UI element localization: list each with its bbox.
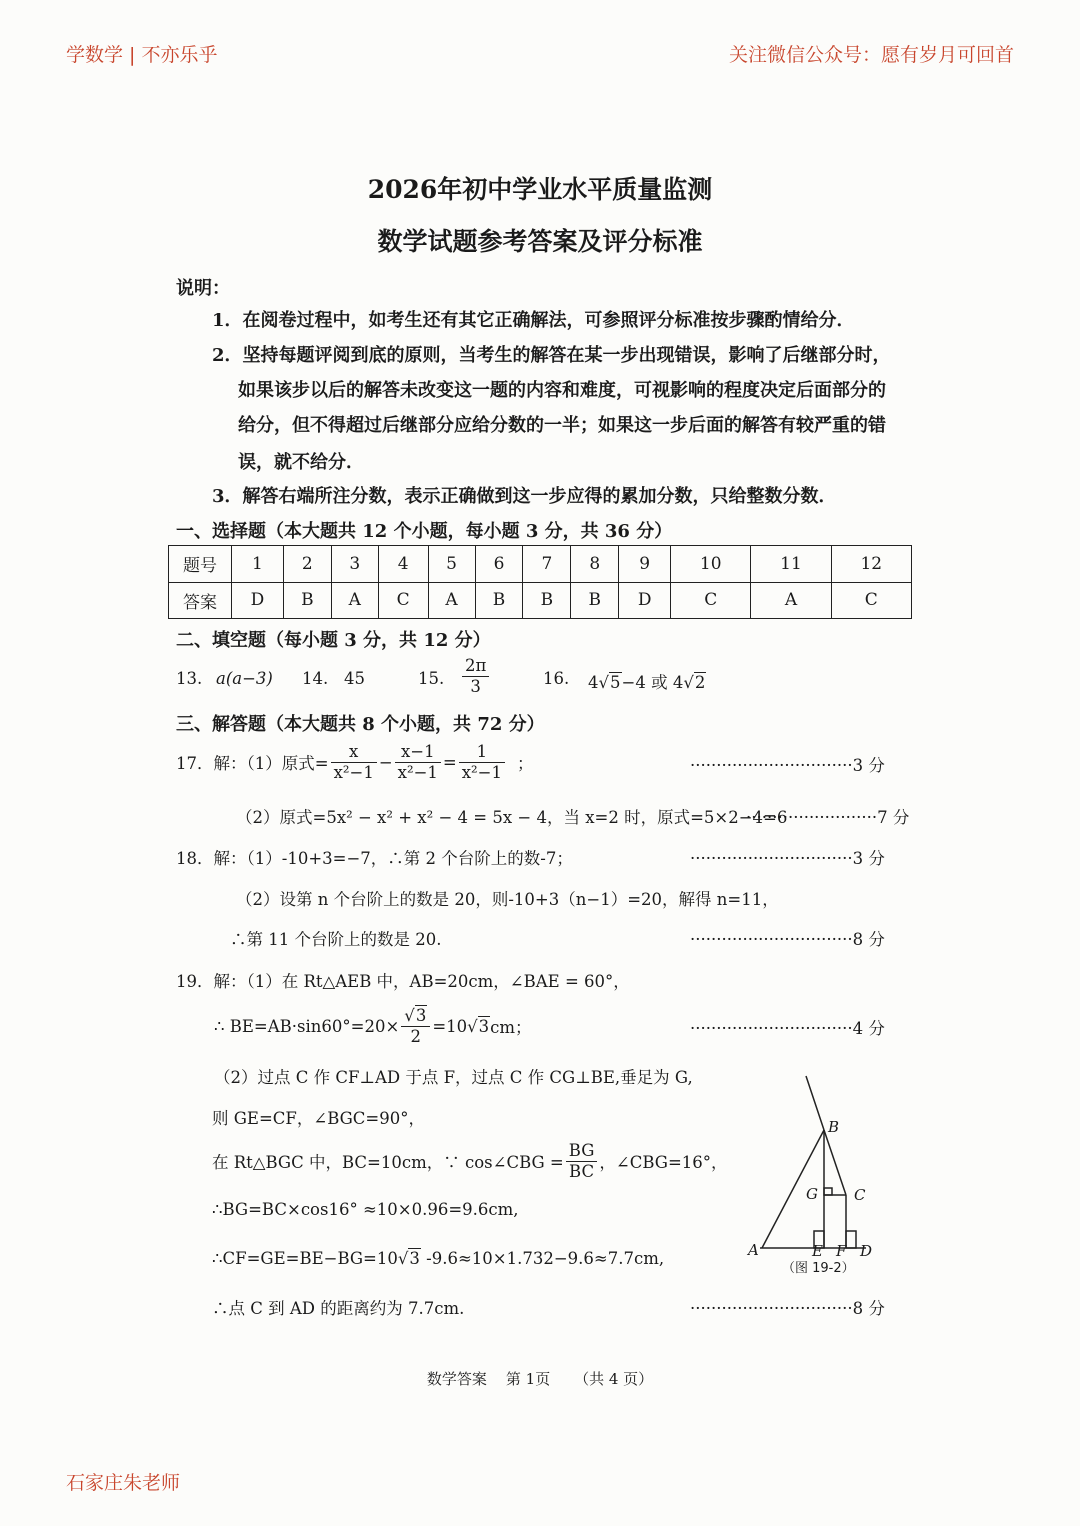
q19-line3: （2）过点 C 作 CF⊥AD 于点 F，过点 C 作 CG⊥BE,垂足为 G, [214, 1068, 693, 1087]
footer-author: 石家庄朱老师 [66, 1472, 181, 1494]
notes-heading: 说明： [176, 278, 230, 299]
q19-line2: ∴ BE=AB·sin60°=20× $\frac{√3}{2}$ =10 √ 3 cm； [214, 1005, 532, 1046]
table-cell: A [751, 582, 831, 619]
table-cell: C [671, 582, 751, 619]
note-3: 3．解答右端所注分数，表示正确做到这一步应得的累加分数，只给整数分数． [212, 486, 837, 507]
table-row-answers [169, 582, 912, 619]
section3-heading: 三、解答题（本大题共 8 个小题，共 72 分） [176, 714, 545, 735]
table-cell: 2 [283, 546, 331, 583]
figure-line-bc [824, 1130, 846, 1195]
right-angle-f [846, 1231, 856, 1248]
table-cell: 7 [523, 546, 571, 583]
table-row-label: 答案 [169, 582, 232, 619]
q17-part1: 17．解：（1）原式= $\frac{x}{\text{x²−1}}$ − $\frac{x-1}{\text{x²−1}}$ = $\frac{1}{\text{x²−1}}$ ； [176, 741, 534, 782]
table-cell: A [428, 582, 475, 619]
table-row-numbers [169, 546, 912, 583]
q17-part2: （2）原式=5x² − x² + x² − 4 = 5x − 4，当 x=2 时，原式=5×2−4=6 [236, 808, 788, 827]
score-q18-2: ·······························8 分 [690, 930, 885, 949]
q19-line7: ∴CF=GE=BE−BG=10√3 -9.6≈10×1.732−9.6≈7.7cm, [212, 1249, 665, 1268]
figure-caption: （图 19-2） [782, 1261, 855, 1276]
note-2a: 2．坚持每题评阅到底的原则，当考生的解答在某一步出现错误，影响了后继部分时， [212, 345, 891, 366]
label-b: B [828, 1118, 840, 1136]
score-q18-1: ·······························3 分 [690, 849, 885, 868]
q19-line6: ∴BG=BC×cos16° ≈10×0.96=9.6cm, [212, 1200, 519, 1219]
page-title: 2026年初中学业水平质量监测 [367, 175, 713, 204]
table-cell: B [571, 582, 619, 619]
table-cell: C [831, 582, 911, 619]
table-cell: 12 [831, 546, 911, 583]
page-footer: 数学答案 第 1页 （共 4 页） [426, 1370, 654, 1388]
header-right-text: 关注微信公众号：愿有岁月可回首 [728, 44, 1014, 66]
section2-heading: 二、填空题（每小题 3 分，共 12 分） [176, 630, 491, 651]
label-c: C [854, 1186, 866, 1204]
note-1: 1．在阅卷过程中，如考生还有其它正确解法，可参照评分标准按步骤酌情给分． [212, 310, 855, 331]
label-f: F [836, 1242, 847, 1260]
header-left-text: 学数学 | 不亦乐乎 [66, 44, 218, 66]
table-cell: 4 [378, 546, 428, 583]
score-q17-1: ·······························3 分 [690, 756, 885, 775]
label-a: A [748, 1241, 759, 1259]
table-cell: D [619, 582, 671, 619]
table-cell: 3 [331, 546, 378, 583]
table-cell: B [283, 582, 331, 619]
table-cell: 10 [671, 546, 751, 583]
q18-part3: ∴第 11 个台阶上的数是 20. [230, 930, 442, 949]
q13-answer: a(a−3) [216, 669, 273, 688]
answer-table [168, 545, 912, 619]
table-cell: 8 [571, 546, 619, 583]
note-2c: 给分，但不得超过后继部分应给分数的一半；如果这一步后面的解答有较严重的错 [238, 415, 886, 436]
note-2b: 如果该步以后的解答未改变这一题的内容和难度，可视影响的程度决定后面部分的 [238, 380, 886, 401]
page-subtitle: 数学试题参考答案及评分标准 [377, 227, 703, 256]
geometry-figure [740, 1070, 890, 1280]
table-cell: 1 [232, 546, 284, 583]
table-cell: D [232, 582, 284, 619]
table-cell: A [331, 582, 378, 619]
q19-line1: 19．解：（1）在 Rt△AEB 中，AB=20cm，∠BAE = 60°， [176, 972, 630, 991]
q19-line8: ∴点 C 到 AD 的距离约为 7.7cm. [212, 1299, 465, 1318]
score-q17-2: ·························7 分 [746, 808, 910, 827]
table-cell: 6 [475, 546, 523, 583]
note-2d: 误，就不给分． [238, 452, 364, 473]
q14-number: 14. [302, 669, 329, 688]
q19-line4: 则 GE=CF，∠BGC=90°， [212, 1109, 426, 1128]
label-g: G [806, 1185, 818, 1203]
q15-answer: $\frac{2\pi}{3}$ [460, 656, 491, 697]
label-e: E [812, 1242, 823, 1260]
q16-answer: 4√5−4 或 4√2 [588, 673, 706, 692]
table-cell: C [378, 582, 428, 619]
figure-line-extension [806, 1076, 824, 1130]
table-row-label: 题号 [169, 546, 232, 583]
table-cell: 9 [619, 546, 671, 583]
table-cell: 5 [428, 546, 475, 583]
q19-line5: 在 Rt△BGC 中，BC=10cm，∵ cos∠CBG = $\frac{BG}{BC}$ ，∠CBG=16°， [212, 1140, 728, 1181]
q13-number: 13. [176, 669, 203, 688]
score-q19-2: ·······························8 分 [690, 1299, 885, 1318]
q15-number: 15. [418, 669, 445, 688]
table-cell: B [475, 582, 523, 619]
q18-part1: 18．解：（1）-10+3=−7，∴第 2 个台阶上的数-7； [176, 849, 573, 868]
table-cell: 11 [751, 546, 831, 583]
right-angle-g [824, 1188, 832, 1195]
label-d: D [860, 1242, 873, 1260]
table-cell: B [523, 582, 571, 619]
q16-number: 16. [543, 669, 570, 688]
section1-heading: 一、选择题（本大题共 12 个小题，每小题 3 分，共 36 分） [176, 521, 673, 542]
q18-part2: （2）设第 n 个台阶上的数是 20，则-10+3（n−1）=20，解得 n=11， [236, 890, 779, 909]
q14-answer: 45 [344, 669, 365, 688]
score-q19-1: ·······························4 分 [690, 1019, 885, 1038]
